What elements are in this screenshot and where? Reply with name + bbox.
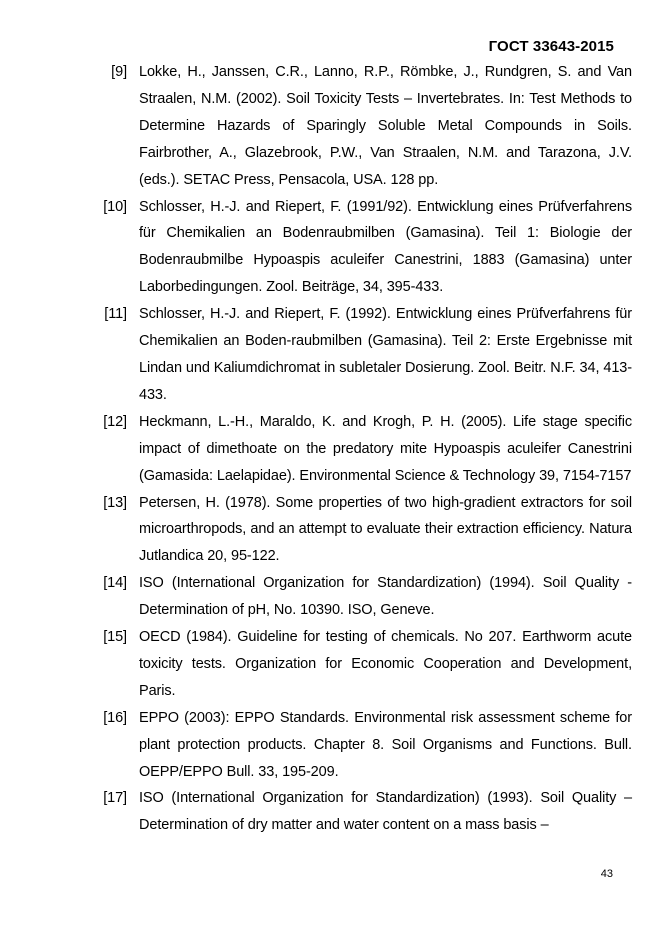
reference-number: [15] [103,629,127,646]
document-header: ГОСТ 33643-2015 [488,38,614,55]
reference-item-13 [97,490,632,571]
reference-item-17 [97,785,632,839]
reference-number: [12] [103,413,127,430]
reference-item-9 [97,59,632,194]
reference-number: [17] [103,790,127,807]
reference-number: [9] [111,64,127,80]
reference-text: ISO (International Organization for Standardization) (1994). Soil Quality - Determination of pH, No. 10390. ISO, Geneve. [139,575,632,619]
reference-number: [13] [103,494,127,511]
reference-text: Lokke, H., Janssen, C.R., Lanno, R.P., Römbke, J., Rundgren, S. and Van Straalen, N.M. (2002). Soil Toxicity Tests – Invertebrates. In: Test Methods to Determine Hazards of Sparingly Soluble Metal Compounds in Soils. Fairbrother, A., Glazebrook, P.W., Van Straalen, N.M. and Tarazona, J.V. (eds.). SETAC Press, Pensacola, USA. 128 pp. [139,64,632,188]
reference-item-14 [97,570,632,624]
reference-number: [14] [103,575,127,592]
reference-text: OECD (1984). Guideline for testing of chemicals. No 207. Earthworm acute toxicity tests. Organization for Economic Cooperation and Development, Paris. [139,629,632,699]
reference-text: Heckmann, L.-H., Maraldo, K. and Krogh, P. H. (2005). Life stage specific impact of dimethoate on the predatory mite Hypoaspis aculeifer Canestrini (Gamasida: Laelapidae). Environmental Science & Technology 39, 7154-7157 [139,413,632,484]
reference-list [97,59,632,839]
reference-text: Schlosser, H.-J. and Riepert, F. (1991/92). Entwicklung eines Prüfverfahrens für Chemikalien an Bodenraubmilben (Gamasina). Teil 1: Biologie der Bodenraubmilbe Hypoaspis aculeifer Canestrini, 1883 (Gamasina) unter Laborbedingungen. Zool. Beiträge, 34, 395-433. [139,198,632,296]
reference-item-16 [97,705,632,786]
reference-text: Schlosser, H.-J. and Riepert, F. (1992). Entwicklung eines Prüfverfahrens für Chemikalien an Boden-raubmilben (Gamasina). Teil 2: Erste Ergebnisse mit Lindan und Kaliumdichromat in subletaler Dosierung. Zool. Beitr. N.F. 34, 413-433. [139,306,632,403]
reference-item-12 [97,409,632,490]
reference-number: [11] [104,306,127,323]
reference-text: ISO (International Organization for Standardization) (1993). Soil Quality –Determination of dry matter and water content on a mass basis – [139,790,632,834]
reference-number: [16] [103,709,127,726]
reference-text: Petersen, H. (1978). Some properties of two high-gradient extractors for soil microarthropods, and an attempt to evaluate their extraction efficiency. Natura Jutlandica 20, 95-122. [139,494,632,565]
page-number: 43 [600,868,613,880]
reference-item-10 [97,194,632,302]
reference-item-11 [97,301,632,409]
reference-number: [10] [103,198,127,215]
reference-text: EPPO (2003): EPPO Standards. Environmental risk assessment scheme for plant protection products. Chapter 8. Soil Organisms and Functions. Bull. OEPP/EPPO Bull. 33, 195-209. [139,709,632,780]
reference-item-15 [97,624,632,705]
